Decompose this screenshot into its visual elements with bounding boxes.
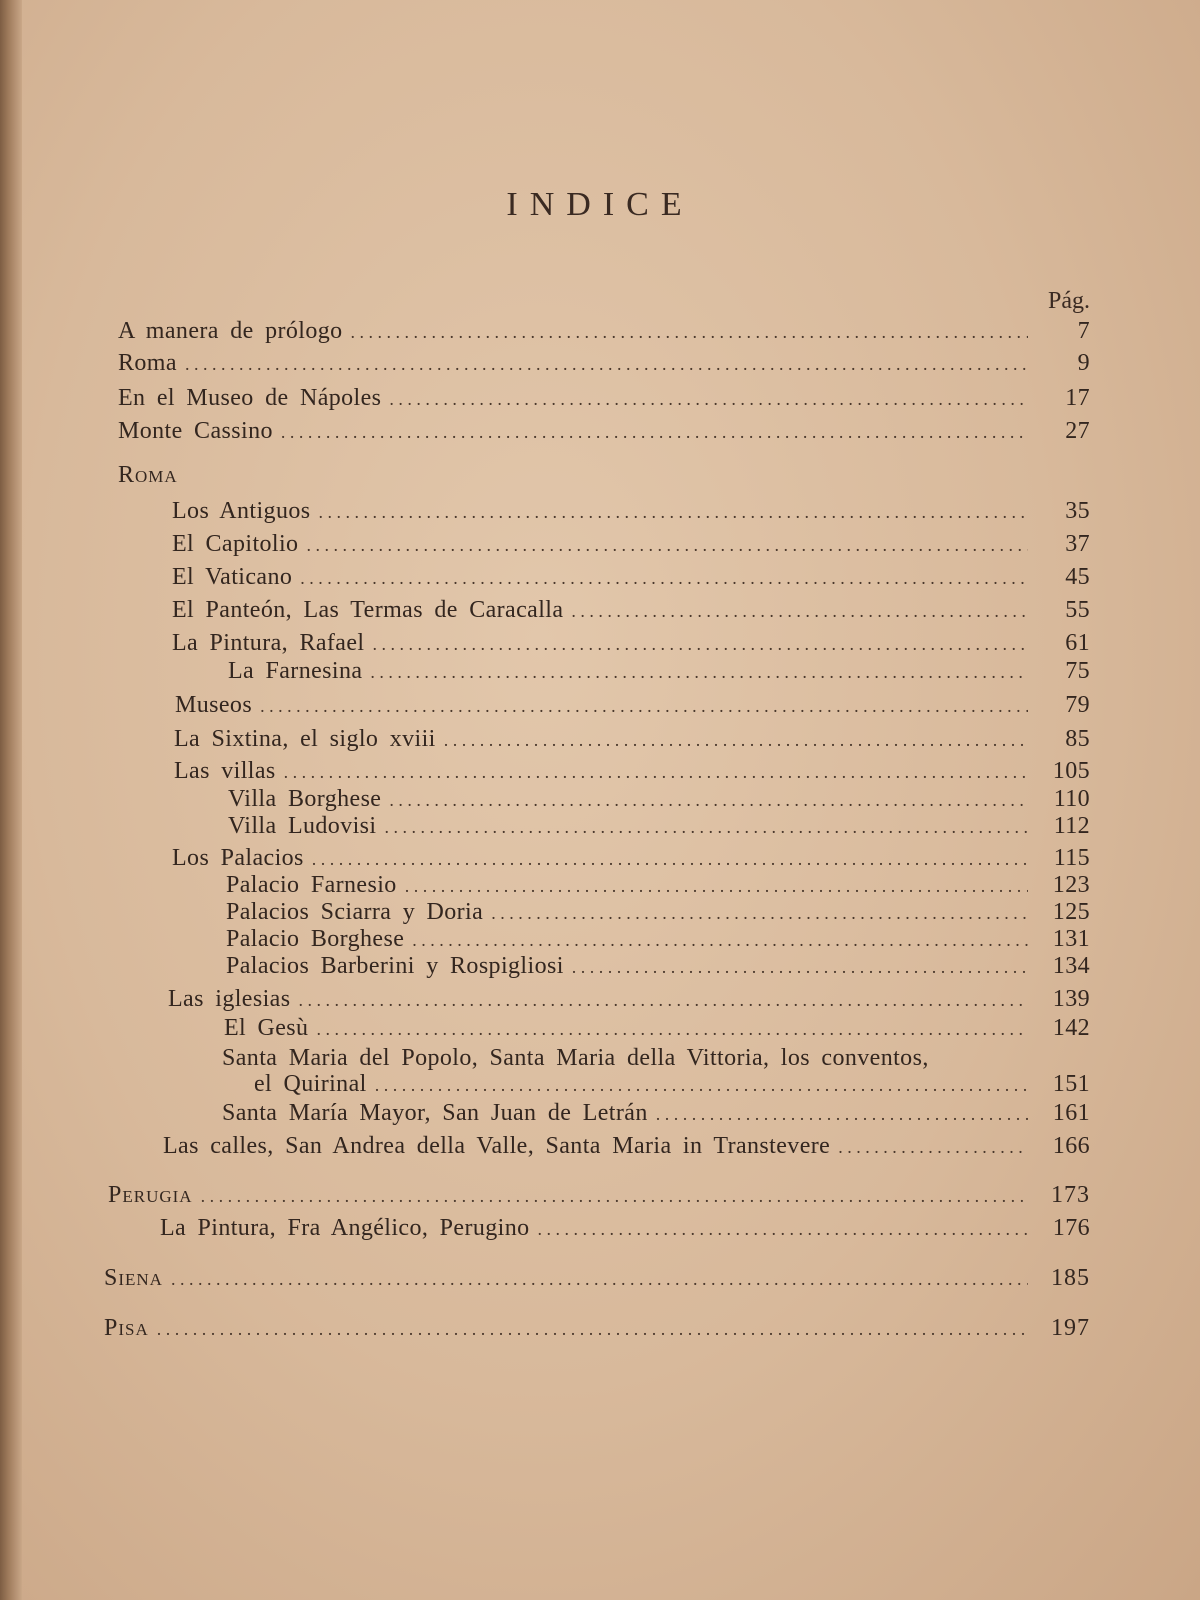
toc-entry bbox=[172, 564, 1090, 594]
toc-entry-page: 55 bbox=[1065, 597, 1090, 623]
leader-dots bbox=[298, 990, 1028, 1011]
leader-dots bbox=[389, 790, 1028, 811]
toc-entry-label: Monte Cassino bbox=[118, 418, 273, 444]
leader-dots bbox=[312, 849, 1028, 870]
toc-entry-page: 185 bbox=[1051, 1265, 1090, 1291]
toc-entry-continued-line: Santa Maria del Popolo, Santa Maria della Vittoria, los conventos, bbox=[222, 1045, 929, 1071]
toc-entry-page: 134 bbox=[1052, 953, 1090, 979]
toc-entry-page: 112 bbox=[1053, 813, 1090, 839]
leader-dots bbox=[372, 634, 1028, 655]
toc-entry-label: Los Antiguos bbox=[172, 498, 311, 524]
toc-entry-page: 161 bbox=[1052, 1100, 1090, 1126]
toc-entry-label: La Sixtina, el siglo xviii bbox=[174, 726, 436, 752]
page-column-label: Pág. bbox=[1048, 288, 1090, 314]
toc-entry bbox=[175, 692, 1090, 722]
toc-entry bbox=[118, 318, 1090, 348]
toc-entry bbox=[160, 1215, 1090, 1245]
toc-entry-label: Palacios Barberini y Rospigliosi bbox=[226, 953, 564, 979]
toc-entry bbox=[168, 986, 1090, 1016]
toc-entry-page: 131 bbox=[1052, 926, 1090, 952]
index-title: INDICE bbox=[506, 186, 694, 223]
leader-dots bbox=[185, 354, 1028, 375]
toc-entry-page: 7 bbox=[1077, 318, 1090, 344]
toc-entry-siena bbox=[104, 1265, 1090, 1295]
toc-entry-page: 9 bbox=[1077, 350, 1090, 376]
toc-entry-label: Palacio Borghese bbox=[226, 926, 405, 952]
toc-entry-pisa bbox=[104, 1315, 1090, 1345]
toc-entry bbox=[118, 350, 1090, 380]
toc-entry-label: La Pintura, Rafael bbox=[172, 630, 365, 656]
toc-entry bbox=[172, 531, 1090, 561]
leader-dots bbox=[412, 930, 1028, 951]
leader-dots bbox=[281, 422, 1028, 443]
toc-entry-page: 110 bbox=[1053, 786, 1090, 812]
leader-dots bbox=[284, 762, 1028, 783]
toc-entry-label: Las villas bbox=[174, 758, 276, 784]
toc-entry-label: el Quirinal bbox=[254, 1071, 367, 1097]
toc-entry bbox=[222, 1100, 1090, 1130]
toc-entry-label: Roma bbox=[118, 350, 177, 376]
toc-entry-page: 79 bbox=[1065, 692, 1090, 718]
toc-entry-label: El Capitolio bbox=[172, 531, 299, 557]
toc-entry-page: 61 bbox=[1065, 630, 1090, 656]
toc-entry-page: 75 bbox=[1065, 658, 1090, 684]
leader-dots bbox=[370, 662, 1028, 683]
leader-dots bbox=[444, 730, 1028, 751]
toc-entry bbox=[172, 845, 1090, 875]
leader-dots bbox=[491, 903, 1028, 924]
toc-entry-page: 85 bbox=[1065, 726, 1090, 752]
leader-dots bbox=[300, 568, 1028, 589]
toc-entry-page: 37 bbox=[1065, 531, 1090, 557]
toc-entry-label: Santa María Mayor, San Juan de Letrán bbox=[222, 1100, 648, 1126]
toc-entry bbox=[226, 899, 1090, 929]
toc-entry bbox=[172, 498, 1090, 528]
toc-entry-label: Pisa bbox=[104, 1315, 149, 1341]
toc-entry-label: Palacio Farnesio bbox=[226, 872, 397, 898]
toc-entry-page: 173 bbox=[1051, 1182, 1090, 1208]
toc-entry-page: 151 bbox=[1052, 1071, 1090, 1097]
toc-entry-label: Museos bbox=[175, 692, 253, 718]
toc-entry bbox=[163, 1133, 1090, 1163]
toc-entry bbox=[228, 658, 1090, 688]
leader-dots bbox=[260, 696, 1028, 717]
section-heading-roma: Roma bbox=[118, 462, 178, 488]
leader-dots bbox=[157, 1319, 1028, 1340]
toc-entry-label: El Vaticano bbox=[172, 564, 293, 590]
leader-dots bbox=[375, 1075, 1028, 1096]
toc-entry-label: El Panteón, Las Termas de Caracalla bbox=[172, 597, 564, 623]
toc-entry-page: 125 bbox=[1052, 899, 1090, 925]
leader-dots bbox=[306, 535, 1028, 556]
leader-dots bbox=[384, 817, 1028, 838]
toc-entry bbox=[226, 872, 1090, 902]
toc-entry-page: 115 bbox=[1053, 845, 1090, 871]
toc-entry-page: 105 bbox=[1052, 758, 1090, 784]
leader-dots bbox=[351, 322, 1028, 343]
toc-entry-page: 139 bbox=[1052, 986, 1090, 1012]
leader-dots bbox=[316, 1019, 1028, 1040]
toc-entry bbox=[254, 1071, 1090, 1101]
toc-entry-label: A manera de prólogo bbox=[118, 318, 343, 344]
toc-entry bbox=[224, 1015, 1090, 1045]
leader-dots bbox=[201, 1186, 1028, 1207]
toc-entry-label: Perugia bbox=[108, 1182, 193, 1208]
toc-entry-page: 123 bbox=[1052, 872, 1090, 898]
toc-entry-label: En el Museo de Nápoles bbox=[118, 385, 382, 411]
toc-entry-page: 142 bbox=[1052, 1015, 1090, 1041]
toc-entry-page: 45 bbox=[1065, 564, 1090, 590]
toc-entry bbox=[174, 726, 1090, 756]
toc-entry bbox=[174, 758, 1090, 788]
toc-entry-label: La Pintura, Fra Angélico, Perugino bbox=[160, 1215, 530, 1241]
toc-entry-page: 197 bbox=[1051, 1315, 1090, 1341]
toc-entry bbox=[226, 926, 1090, 956]
toc-entry-label: Las iglesias bbox=[168, 986, 291, 1012]
toc-entry-label: Villa Ludovisi bbox=[228, 813, 377, 839]
toc-entry-label: Palacios Sciarra y Doria bbox=[226, 899, 484, 925]
toc-entry bbox=[172, 597, 1090, 627]
toc-entry-label: Villa Borghese bbox=[228, 786, 382, 812]
leader-dots bbox=[656, 1104, 1028, 1125]
toc-entry-label: Las calles, San Andrea della Valle, Santa Maria in Transtevere bbox=[163, 1133, 831, 1159]
leader-dots bbox=[571, 601, 1028, 622]
toc-entry-label: El Gesù bbox=[224, 1015, 309, 1041]
leader-dots bbox=[838, 1137, 1028, 1158]
leader-dots bbox=[171, 1269, 1028, 1290]
toc-entry-page: 27 bbox=[1065, 418, 1090, 444]
page-binding-edge bbox=[0, 0, 22, 1600]
leader-dots bbox=[389, 389, 1028, 410]
toc-entry-perugia bbox=[108, 1182, 1090, 1212]
toc-entry bbox=[226, 953, 1090, 983]
toc-entry bbox=[172, 630, 1090, 660]
leader-dots bbox=[318, 502, 1028, 523]
toc-entry-page: 35 bbox=[1065, 498, 1090, 524]
toc-entry-page: 17 bbox=[1065, 385, 1090, 411]
toc-entry bbox=[118, 385, 1090, 415]
leader-dots bbox=[405, 876, 1028, 897]
toc-entry-label: Siena bbox=[104, 1265, 163, 1291]
toc-entry bbox=[228, 813, 1090, 843]
toc-entry-page: 176 bbox=[1052, 1215, 1090, 1241]
toc-entry-label: La Farnesina bbox=[228, 658, 363, 684]
leader-dots bbox=[572, 957, 1028, 978]
toc-entry bbox=[118, 418, 1090, 448]
toc-entry-page: 166 bbox=[1052, 1133, 1090, 1159]
toc-entry bbox=[228, 786, 1090, 816]
toc-entry-label: Los Palacios bbox=[172, 845, 304, 871]
leader-dots bbox=[538, 1219, 1028, 1240]
